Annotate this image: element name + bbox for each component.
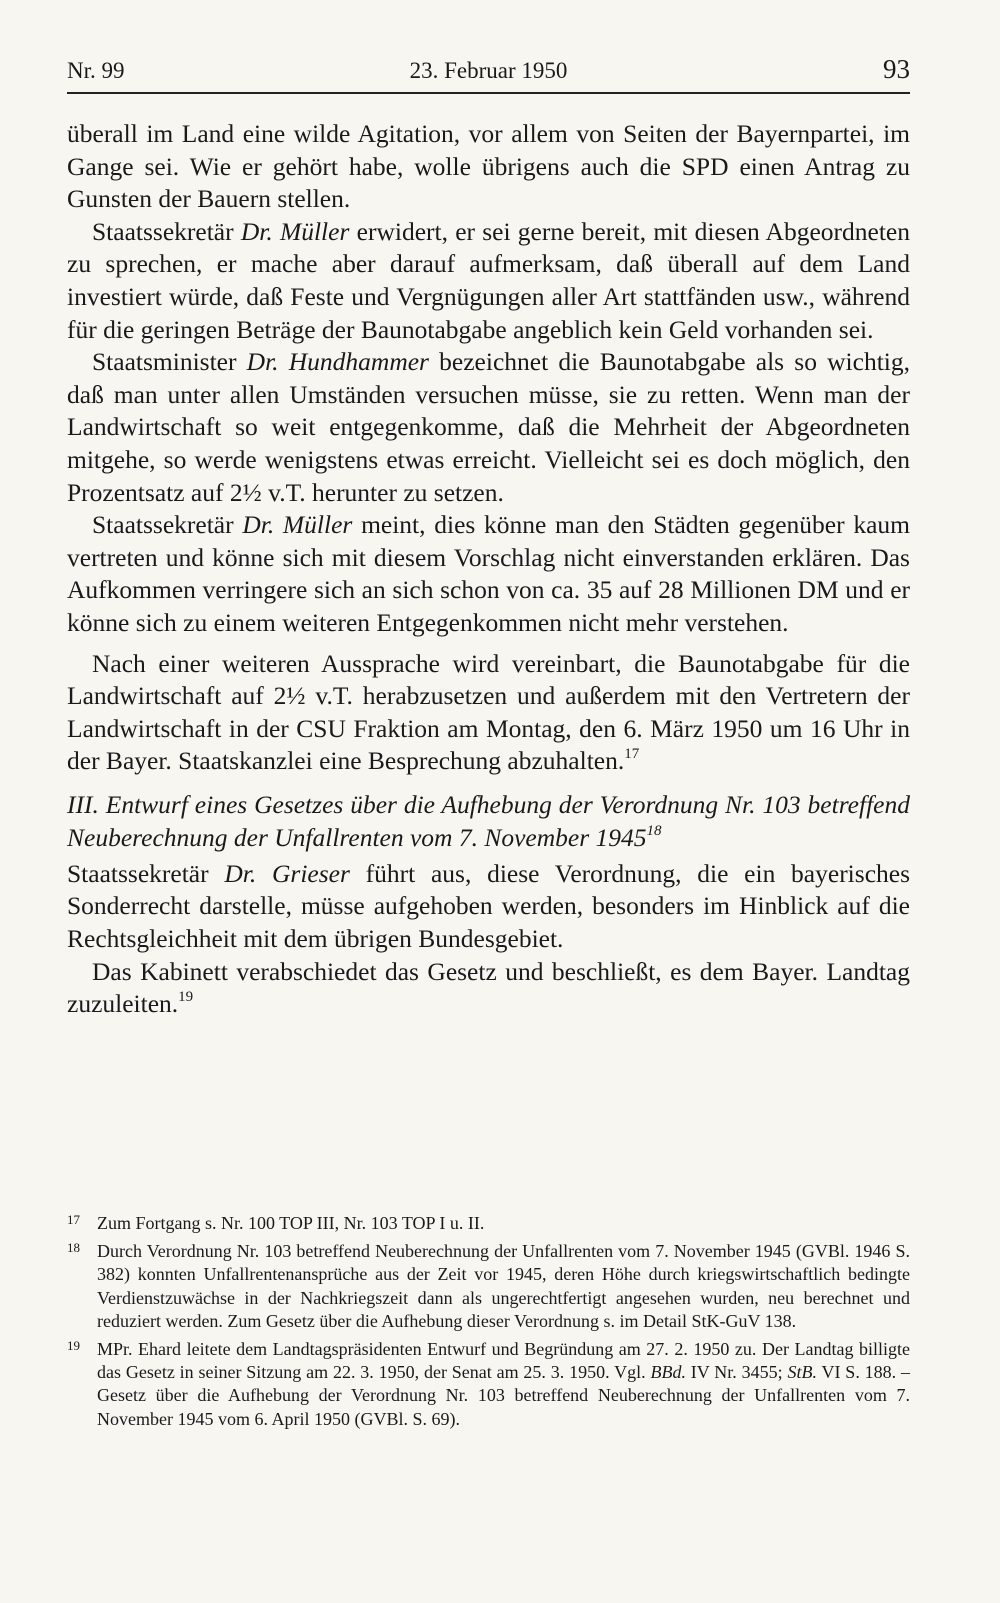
citation-stb: StB. xyxy=(787,1362,817,1383)
footnote-text-e: VI S. 188. – Gesetz über die Aufhebung der Verordnung Nr. 103 betreffend Neuberechnung der Unfallrenten vom 7. November 1945 vom 6. April 1950 (GVBl. S. 69). xyxy=(97,1362,910,1429)
speaker-name: Dr. Hundhammer xyxy=(246,347,429,377)
paragraph-6-pre: Staatssekretär xyxy=(67,858,225,888)
citation-bbd: BBd. xyxy=(650,1362,686,1383)
agenda-heading xyxy=(67,788,910,854)
footnote-text-a: MPr. Ehard leitete dem Landtagspräsidenten Entwurf und Begründung am 27. 2. 1950 zu. Der Landtag billigte das Gesetz in seiner Sitzung am 22. 3. 1950, der Senat am 25. 3. 1950. Vgl. xyxy=(97,1339,910,1383)
running-header xyxy=(67,50,910,90)
paragraph-7 xyxy=(67,956,910,1021)
paragraph-6 xyxy=(67,858,910,956)
footnote-text-c: IV Nr. 3455; xyxy=(685,1362,788,1383)
footnote-ref-17: 17 xyxy=(624,746,640,763)
footnote-ref-19: 19 xyxy=(178,989,194,1006)
paragraph-3 xyxy=(67,346,910,509)
page-number: 93 xyxy=(883,54,910,84)
paragraph-5-text: Nach einer weiteren Aussprache wird vereinbart, die Baunotabgabe für die Landwirtschaft auf 2½ v.T. herabzusetzen und außerdem mit den Vertretern der Landwirtschaft in der CSU Fraktion am Montag, den 6. März 1950 um 16 Uhr in der Bayer. Staatskanzlei eine Besprechung abzuhalten. xyxy=(67,648,910,776)
paragraph-5 xyxy=(67,648,910,778)
paragraph-2 xyxy=(67,216,910,346)
footnote-number: 17 xyxy=(67,1212,80,1227)
paragraph-4-pre: Staatssekretär xyxy=(92,510,243,540)
paragraph-4-post: meint, dies könne man den Städten gegenüber kaum vertreten und könne sich mit diesem Vorschlag nicht einverstanden erklären. Das Aufkommen verringere sich an sich schon von ca. 35 auf 28 Millionen DM und er könne sich zu einem weiteren Entgegenkommen nicht mehr verstehen. xyxy=(67,510,910,637)
footnotes xyxy=(67,1212,910,1436)
paragraph-3-pre: Staatsminister xyxy=(92,347,247,377)
document-number: Nr. 99 xyxy=(67,58,125,83)
footnote-17 xyxy=(67,1212,910,1235)
paragraph-4 xyxy=(67,509,910,639)
main-text xyxy=(67,118,910,1021)
speaker-name: Dr. Müller xyxy=(240,216,350,246)
footnote-number: 19 xyxy=(67,1338,80,1354)
footnote-19 xyxy=(67,1338,910,1431)
paragraph-2-post: erwidert, er sei gerne bereit, mit diesen Abgeordneten zu sprechen, er mache aber darauf aufmerksam, daß überall auf dem Land investiert würde, daß Feste und Vergnügungen aller Art stattfänden usw., während für die geringen Beträge der Baunotabgabe angeblich kein Geld vorhanden sei. xyxy=(67,216,910,344)
footnote-text: Zum Fortgang s. Nr. 100 TOP III, Nr. 103 TOP I u. II. xyxy=(97,1213,485,1233)
paragraph-6-post: führt aus, diese Verordnung, die ein bayerisches Sonderrecht darstelle, müsse aufgehoben werden, besonders im Hinblick auf die Rechtsgleichheit mit dem übrigen Bundesgebiet. xyxy=(67,858,911,954)
speaker-name: Dr. Grieser xyxy=(224,858,350,888)
paragraph-7-text: Das Kabinett verabschiedet das Gesetz und beschließt, es dem Bayer. Landtag zuzuleiten. xyxy=(67,956,910,1019)
header-date: 23. Februar 1950 xyxy=(409,58,568,83)
footnote-number: 18 xyxy=(67,1240,80,1256)
agenda-heading-text: III. Entwurf eines Gesetzes über die Aufhebung der Verordnung Nr. 103 betreffend Neuberechnung der Unfallrenten vom 7. November 1945 xyxy=(67,789,910,852)
speaker-name: Dr. Müller xyxy=(242,510,353,540)
footnote-ref-18: 18 xyxy=(646,822,662,839)
paragraph-2-pre: Staatssekretär xyxy=(92,216,241,246)
paragraph-3-post: bezeichnet die Baunotabgabe als so wichtig, daß man unter allen Umständen versuchen müsse, sie zu retten. Wenn man der Landwirtschaft so weit entgegenkomme, daß die Mehrheit der Abgeordneten mitgehe, so werde wenigstens etwas erreicht. Vielleicht sei es doch möglich, den Prozentsatz auf 2½ v.T. herunter zu setzen. xyxy=(67,347,910,507)
header-rule xyxy=(67,92,910,94)
paragraph-1: überall im Land eine wilde Agitation, vor allem von Seiten der Bayernpartei, im Gange sei. Wie er gehört habe, wolle übrigens auch die SPD einen Antrag zu Gunsten der Bauern stellen. xyxy=(67,119,910,214)
footnote-text: Durch Verordnung Nr. 103 betreffend Neuberechnung der Unfallrenten vom 7. November 1945 (GVBl. 1946 S. 382) konnten Unfallrentenansprüche aus der Zeit vor 1945, deren Höhe durch kriegswirtschaftlich bedingte Verdienstzuwächse in der Nachkriegszeit dann als ungerechtfertigt angesehen wurden, neu berechnet und reduziert werden. Zum Gesetz über die Aufhebung dieser Verordnung s. im Detail StK-GuV 138. xyxy=(97,1241,910,1331)
footnote-18 xyxy=(67,1240,910,1333)
